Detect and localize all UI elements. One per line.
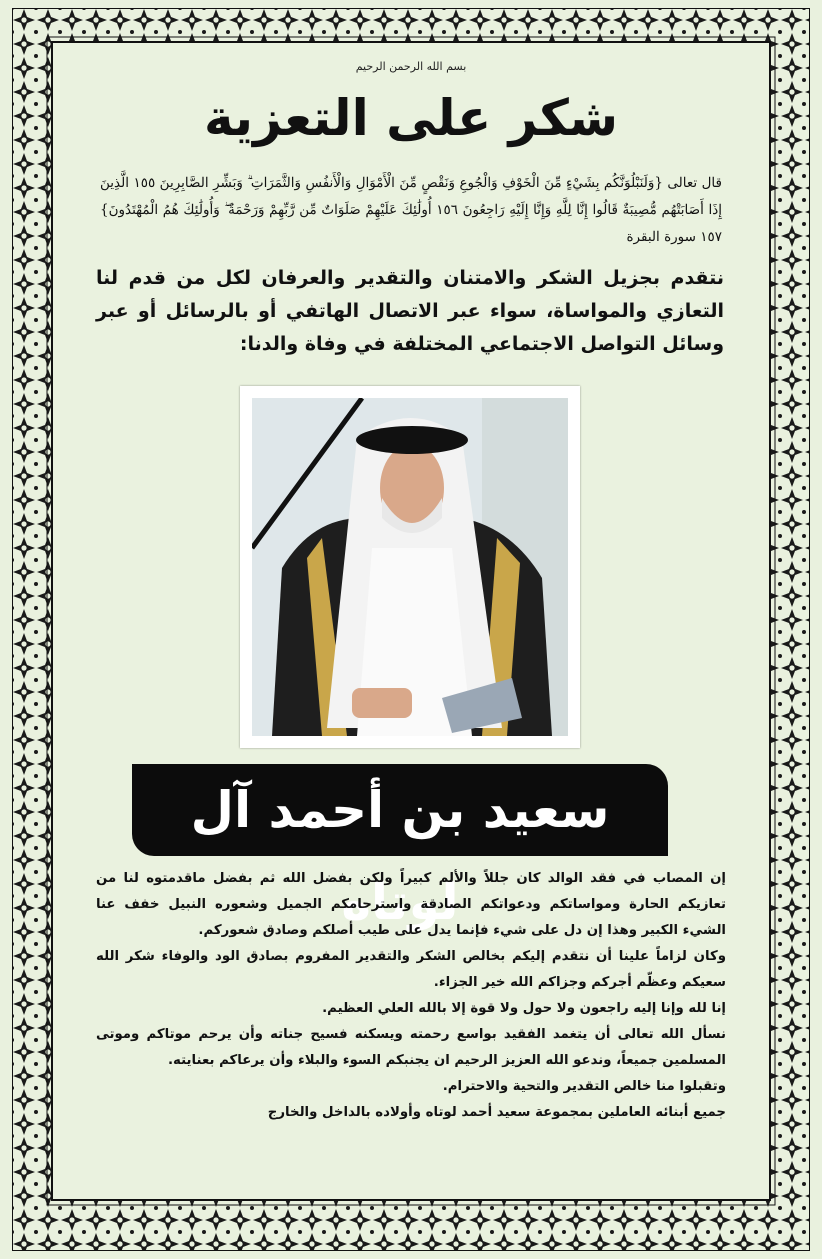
quran-verse: قال تعالى {وَلَنَبْلُوَنَّكُم بِشَيْءٍ مِّنَ الْخَوْفِ وَالْجُوعِ وَنَقْصٍ مِّنَ الْأَمْوَالِ وَالْأَنفُسِ وَالثَّمَرَاتِ ۗ وَبَشِّرِ الصَّابِرِينَ ١٥٥ الَّذِينَ إِذَا أَصَابَتْهُم مُّصِيبَةٌ قَالُوا إِنَّا لِلَّهِ وَإِنَّا إِلَيْهِ رَاجِعُونَ ١٥٦ أُولَٰئِكَ عَلَيْهِمْ صَلَوَاتٌ مِّن رَّبِّهِمْ وَرَحْمَةٌ ۖ وَأُولَٰئِكَ هُمُ الْمُهْتَدُونَ} ١٥٧ سورة البقرة: [100, 175, 722, 245]
body-paragraph-5: وتقبلوا منا خالص التقدير والتحية والاحترام.: [442, 1079, 726, 1094]
portrait-photo: [252, 398, 568, 736]
body-paragraph-1: إن المصاب في فقد الوالد كان جللاً والألم كبيراً ولكن بفضل الله ثم بفضل ماقدمتوه لنا من تعازيكم الحارة ومواساتكم ودعواتكم الصادقة واسترحامكم الجميل وشعوره النبيل خفف عنا الشيء الكبير وهذا إن دل على شيء فإنما يدل على طيب أصلكم وصادق شعوركم.: [96, 871, 726, 938]
deceased-name-banner: سعيد بن أحمد آل لوتاه: [132, 764, 668, 856]
body-paragraph-4: نسأل الله تعالى أن يتغمد الفقيد بواسع رحمته ويسكنه فسيح جناته وأن يرحم موتاكم وموتى المسلمين جميعاً، وندعو الله العزيز الرحيم ان يجنبكم السوء والبلاء وأن يرعاكم بعنايته.: [96, 1027, 726, 1068]
body-paragraph-2: وكان لزاماً علينا أن نتقدم إليكم بخالص الشكر والتقدير المفروم بصادق الود والوفاء شكر الله سعيكم وعظّم أجركم وجزاكم الله خير الجزاء.: [96, 949, 726, 990]
signature-line: جميع أبنائه العاملين بمجموعة سعيد أحمد لوتاه وأولاده بالداخل والخارج: [267, 1105, 726, 1120]
thanks-paragraph: نتقدم بجزيل الشكر والامتنان والتقدير والعرفان لكل من قدم لنا التعازي والمواساة، سواء عبر الاتصال الهاتفي أو بالرسائل أو عبر وسائل التواصل الاجتماعي المختلفة في وفاة والدنا:: [96, 267, 724, 355]
page-title: شكر على التعزية: [203, 89, 619, 147]
photo-frame: [240, 386, 580, 748]
basmala: بسم الله الرحمن الرحيم: [355, 60, 467, 73]
body-text: [96, 866, 726, 1126]
body-paragraph-3: إنا لله وإنا إليه راجعون ولا حول ولا قوة إلا بالله العلي العظيم.: [322, 1001, 726, 1016]
portrait-illustration: [252, 398, 568, 736]
